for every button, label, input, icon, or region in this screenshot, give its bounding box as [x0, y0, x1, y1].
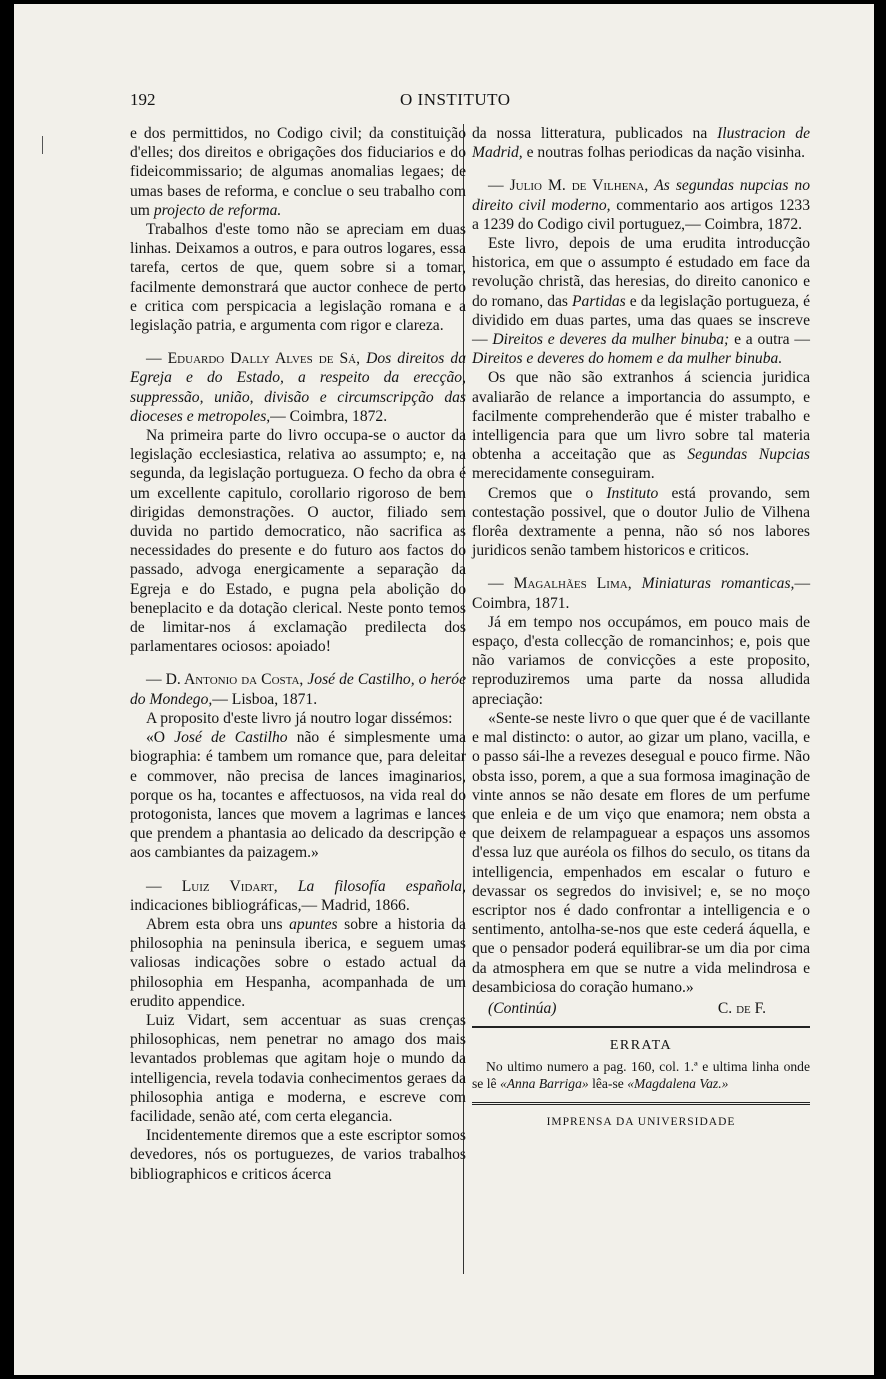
paragraph: e dos permittidos, no Codigo civil; da constituição d'elles; dos direitos e obrigações dos fiduciarios e do fideicommissario; de algumas anomalias legaes; de umas bases de reforma, e conclue o seu trabalho com um projecto de reforma.	[130, 125, 466, 219]
page-number: 192	[130, 90, 156, 109]
paragraph: Na primeira parte do livro occupa-se o auctor da legislação ecclesiastica, relativa ao assumpto; e, na segunda, da legislação portugueza. O fecho da obra é um excellente capitulo, corollario rigoroso de bem dirigidas demonstrações. O auctor, filiado sem duvida no partido democratico, não sacrifica as necessidades do presente e do futuro aos factos do passado, advoga energicamente a separação da Egreja e do Estado, e pugna pela abolição do beneplacito e da dotação clerical. Neste ponto temos de limitar-nos á exclamação predilecta dos parlamentares ociosos: apoiado!	[130, 427, 466, 656]
printer-imprint: IMPRENSA DA UNIVERSIDADE	[546, 1116, 736, 1129]
entry-title: La filosofía española,	[297, 877, 467, 895]
paragraph: Incidentemente diremos que a este escriptor somos devedores, nós os portuguezes, de varios trabalhos bibliographicos e criticos ácerca	[130, 1127, 466, 1183]
closing-rule	[472, 1102, 810, 1105]
entry-title: José de Castilho, o heróe do Mondego,	[130, 671, 466, 708]
left-column	[130, 124, 466, 1184]
entry-author: Eduardo Dally Alves de Sá	[167, 350, 357, 368]
bibliographic-entry: — Magalhães Lima, Miniaturas romanticas,— Coimbra, 1871.	[472, 575, 811, 612]
entry-author: Julio M. de Vilhena	[509, 177, 645, 195]
entry-title: Dos direitos da Egreja e do Estado, a respeito da erecção, suppressão, união, divisão e circumscripção das dioceses e metropoles,	[130, 350, 466, 425]
quotation: «Sente-se neste livro o que quer que é de vacillante e mal distincto: o autor, ao gizar um plano, vacilla, e o passo sái-lhe a revezes desegual e pouco firme. Não obsta isso, porem, a que a sua formosa imaginação de vinte annos se não desate em flores de um perfume que enleia e de um viço que enamora; nem obsta a que deixem de relampaguear a espaços uns assomos d'essa luz que auréola os filhos do seculo, os titans da intelligencia, empenhados em escalar o futuro e devassar os segredos do invisivel; e, se no moço escriptor nos é dado confrontar a intelligencia e o sentimento, antolha-se-nos que este cederá áquella, e que o pensador poderá equilibrar-se um dia por cima da atmosphera em que se nutre a vida melindrosa e desambiciosa do coração humano.»	[472, 709, 810, 996]
bibliographic-entry: — Luiz Vidart, La filosofía española, indicaciones bibliográficas,— Madrid, 1866.	[130, 877, 467, 914]
paragraph: Luiz Vidart, sem accentuar as suas crenças philosophicas, nem penetrar no amago dos mais levantados problemas que agitam hoje o mundo da intelligencia, revela todavia conhecimentos geraes da philosophia antiga e moderna, e escreve com facilidade, senão até, com certa elegancia.	[130, 1011, 466, 1125]
paragraph: Este livro, depois de uma erudita introducção historica, em que o assumpto é estudado em face da revolução christã, das heresias, do direito canonico e do romano, das Partidas e da legislação portugueza, é dividido em duas partes, uma das quaes se inscreve — Direitos e deveres da mulher binuba; e a outra —Direitos e deveres do homem e da mulher binuba.	[472, 235, 811, 368]
paragraph: A proposito d'este livro já noutro logar dissémos:	[146, 709, 453, 727]
entry-author: Luiz Vidart	[181, 877, 274, 895]
signature-line	[472, 999, 810, 1018]
errata-section	[472, 1026, 810, 1092]
document-page	[14, 4, 874, 1375]
paragraph: Os que não são extranhos á sciencia juridica avaliarão de relance a importancia do assumpto, e facilmente comprehenderão que é mister trabalho e intelligencia para que um livro sobre tal materia obtenha a acceitação que as Segundas Nupcias merecidamente conseguiram.	[472, 369, 810, 483]
paragraph: Trabalhos d'este tomo não se apreciam em duas linhas. Deixamos a outros, e para outros logares, essa tarefa, certos de que, quem sobre si a tomar, facilmente demonstrará que auctor conhece de perto e critica com perspicacia a legislação romana e a legislação patria, e argumenta com rigor e clareza.	[130, 221, 466, 335]
entry-title: Miniaturas romanticas,	[641, 575, 795, 593]
paragraph: Cremos que o Instituto está provando, sem contestação possivel, que o doutor Julio de Vilhena florêa dextramente a penna, não só nos labores juridicos senão tambem historicos e criticos.	[472, 484, 810, 560]
bibliographic-entry: — D. Antonio da Costa, José de Castilho, o heróe do Mondego,— Lisboa, 1871.	[130, 671, 466, 708]
bibliographic-entry: — Julio M. de Vilhena, As segundas nupcias no direito civil moderno, commentario aos artigos 1233 a 1239 do Codigo civil portuguez,— Coimbra, 1872.	[472, 177, 811, 233]
errata-text: No ultimo numero a pag. 160, col. 1.ª e ultima linha onde se lê «Anna Barriga» lêa-se «Magdalena Vaz.»	[472, 1059, 810, 1091]
right-column	[472, 124, 810, 1133]
entry-author: Magalhães Lima	[513, 575, 628, 593]
paragraph: Já em tempo nos occupámos, em pouco mais de espaço, d'esta collecção de romancinhos; e, pois que não variamos de convicções a este proposito, reproduziremos uma parte da nossa alludida apreciação:	[472, 613, 810, 708]
quotation: «O José de Castilho não é simplesmente uma biographia: é tambem um romance que, para deleitar e commover, não precisa de lances imaginarios, porque os ha, tocantes e affectuosos, na vida real do protogonista, lances que movem a lagrimas e lances que prendem a phantasia ao delicado da descripção e aos cambiantes da paizagem.»	[130, 729, 466, 862]
signature: C. de F.	[717, 999, 766, 1017]
margin-mark	[42, 136, 43, 154]
bibliographic-entry: — Eduardo Dally Alves de Sá, Dos direitos da Egreja e do Estado, a respeito da erecção, suppressão, união, divisão e circumscripção das dioceses e metropoles,— Coimbra, 1872.	[130, 350, 466, 425]
page-header	[130, 90, 830, 112]
continued-note: (Continúa)	[488, 999, 557, 1017]
errata-title: ERRATA	[609, 1038, 673, 1054]
running-title: O INSTITUTO	[400, 90, 511, 109]
entry-author: D. Antonio da Costa	[165, 671, 300, 689]
entry-title: As segundas nupcias no direito civil moderno,	[472, 177, 811, 214]
paragraph: Abrem esta obra uns apuntes sobre a historia da philosophia na peninsula iberica, e seguem umas valiosas indicações sobre o estado actual da philosophia em Hespanha, acompanhada de um erudito appendice.	[130, 915, 466, 1010]
paragraph: da nossa litteratura, publicados na Ilustracion de Madrid, e noutras folhas periodicas da nação visinha.	[472, 125, 810, 162]
